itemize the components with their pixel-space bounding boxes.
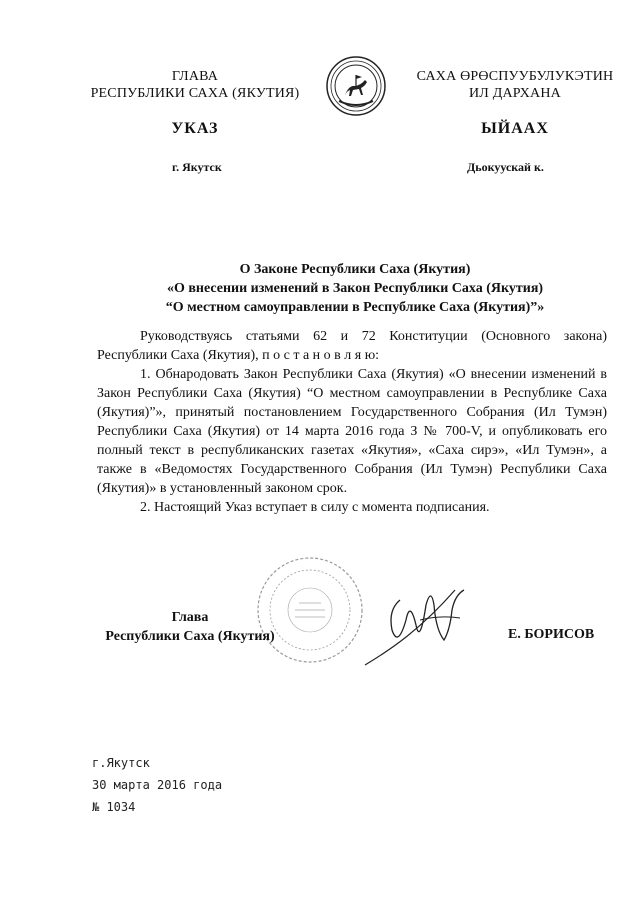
decree-title-ru: УКАЗ bbox=[171, 120, 219, 137]
signatory-title-line1: Глава bbox=[171, 610, 209, 625]
body-paragraph-item2: 2. Настоящий Указ вступает в силу с момента подписания. bbox=[140, 500, 490, 515]
signatory-title-line2: Республики Саха (Якутия) bbox=[105, 629, 275, 644]
subject-line2: «О внесении изменений в Закон Республики Саха (Якутия) bbox=[166, 281, 544, 296]
header-right-line1: САХА ӨРӨСПУУБУЛУКЭТИН bbox=[416, 69, 614, 84]
handwritten-signature-icon bbox=[360, 580, 500, 670]
city-sakha: Дьокуускай к. bbox=[467, 160, 544, 174]
header-left bbox=[80, 68, 310, 102]
body-paragraph-item1: 1. Обнародовать Закон Республики Саха (Якутия) «О внесении изменений в Закон Республики Саха (Якутия) “О местном самоуправлении в Республике Саха (Якутия)”», принятый постановлением Государственного Собрания (Ил Тумэн) Республики Саха (Якутия) от 14 марта 2016 года З № 700-V, и опубликовать его полный текст в республиканских газетах «Якутия», «Саха сирэ», «Ил Тумэн», а также в «Ведомостях Государственного Собрания (Ил Тумэн) Республики Саха (Якутия)» в установленный законом срок. bbox=[97, 367, 607, 496]
header-right-line2: ИЛ ДАРХАНА bbox=[468, 86, 561, 101]
body-paragraph-preamble: Руководствуясь статьями 62 и 72 Конституции (Основного закона) Республики Саха (Якутия), п о с т а н о в л я ю: bbox=[97, 329, 607, 363]
signatory-name: Е. БОРИСОВ bbox=[508, 627, 595, 642]
subject-line3: “О местном самоуправлении в Республике Саха (Якутия)”» bbox=[165, 300, 545, 315]
coat-of-arms-icon bbox=[325, 55, 387, 117]
header-left-line1: ГЛАВА bbox=[171, 69, 219, 84]
registration-date: 30 марта 2016 года bbox=[92, 778, 223, 792]
decree-subject bbox=[95, 260, 615, 317]
header-right bbox=[395, 68, 635, 102]
registration-number: № 1034 bbox=[92, 800, 136, 814]
city-ru: г. Якутск bbox=[172, 160, 222, 174]
registration-city: г.Якутск bbox=[92, 756, 150, 770]
signatory-title bbox=[95, 608, 285, 646]
decree-title-sakha: ЫЙААХ bbox=[481, 120, 549, 137]
subject-line1: О Законе Республики Саха (Якутия) bbox=[239, 262, 471, 277]
header-left-line2: РЕСПУБЛИКИ САХА (ЯКУТИЯ) bbox=[90, 86, 300, 101]
registration-block bbox=[92, 752, 222, 818]
decree-body bbox=[97, 327, 607, 517]
